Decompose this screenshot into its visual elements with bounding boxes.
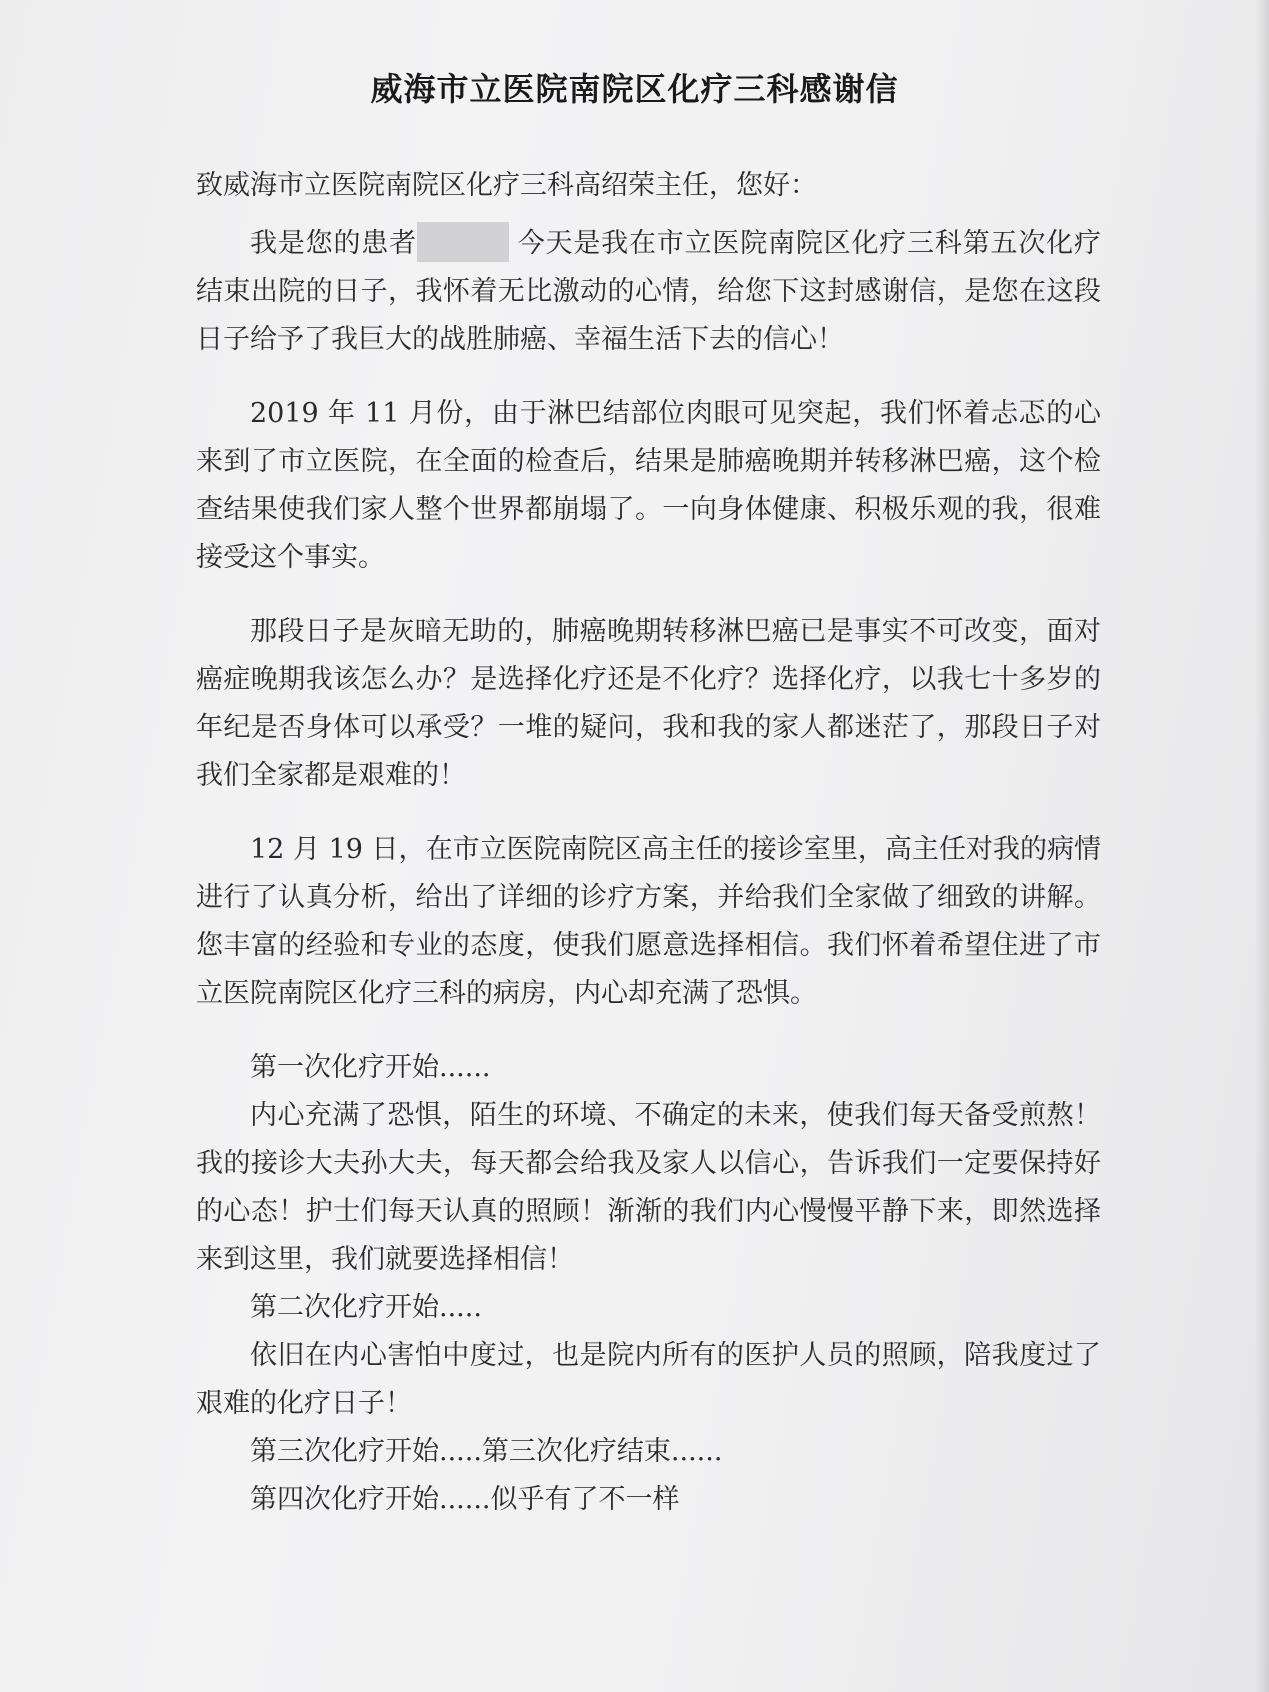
paragraph-fourth-chemo: 第四次化疗开始......似乎有了不一样 bbox=[250, 1484, 680, 1515]
letter-body bbox=[196, 162, 1101, 1524]
redacted-name-block bbox=[417, 222, 509, 262]
paragraph-intro-end: 今天是我在市立医院南院区化疗三科第五次化疗结束出院的日子，我怀着无比激动的心情，给您下这封感谢信，是您在这段日子给予了我巨大的战胜肺癌、幸福生活下去的信心！ bbox=[196, 228, 1102, 355]
paragraph-second-chemo: 第二次化疗开始..... bbox=[250, 1292, 482, 1323]
paragraph-third-chemo: 第三次化疗开始.....第三次化疗结束...... bbox=[250, 1436, 723, 1467]
page-edge-shadow bbox=[1255, 0, 1269, 1692]
paragraph-diagnosis: 2019 年 11 月份，由于淋巴结部位肉眼可见突起，我们怀着忐忑的心来到了市立医院，在全面的检查后，结果是肺癌晚期并转移淋巴癌，这个检查结果使我们家人整个世界都崩塌了。一向身体健康、积极乐观的我，很难接受这个事实。 bbox=[196, 398, 1101, 573]
paragraph-second-chemo-detail: 依旧在内心害怕中度过，也是院内所有的医护人员的照顾，陪我度过了艰难的化疗日子！ bbox=[196, 1340, 1101, 1419]
paragraph-doubt: 那段日子是灰暗无助的，肺癌晚期转移淋巴癌已是事实不可改变，面对癌症晚期我该怎么办？是选择化疗还是不化疗？选择化疗，以我七十多岁的年纪是否身体可以承受？一堆的疑问，我和我的家人都迷茫了，那段日子对我们全家都是艰难的！ bbox=[196, 616, 1101, 791]
paragraph-first-chemo: 第一次化疗开始...... bbox=[250, 1052, 491, 1083]
letter-greeting: 致威海市立医院南院区化疗三科高绍荣主任，您好： bbox=[196, 170, 817, 201]
paragraph-consultation: 12 月 19 日，在市立医院南院区高主任的接诊室里，高主任对我的病情进行了认真分析，给出了详细的诊疗方案，并给我们全家做了细致的讲解。您丰富的经验和专业的态度，使我们愿意选择相信。我们怀着希望住进了市立医院南院区化疗三科的病房，内心却充满了恐惧。 bbox=[196, 834, 1101, 1009]
paragraph-intro bbox=[196, 220, 1101, 364]
paragraph-first-chemo-detail: 内心充满了恐惧，陌生的环境、不确定的未来，使我们每天备受煎熬！我的接诊大夫孙大夫，每天都会给我及家人以信心，告诉我们一定要保持好的心态！护士们每天认真的照顾！渐渐的我们内心慢慢平静下来，即然选择来到这里，我们就要选择相信！ bbox=[196, 1100, 1101, 1275]
paragraph-intro-start: 我是您的患者 bbox=[250, 228, 417, 259]
letter-title: 威海市立医院南院区化疗三科感谢信 bbox=[370, 70, 899, 108]
